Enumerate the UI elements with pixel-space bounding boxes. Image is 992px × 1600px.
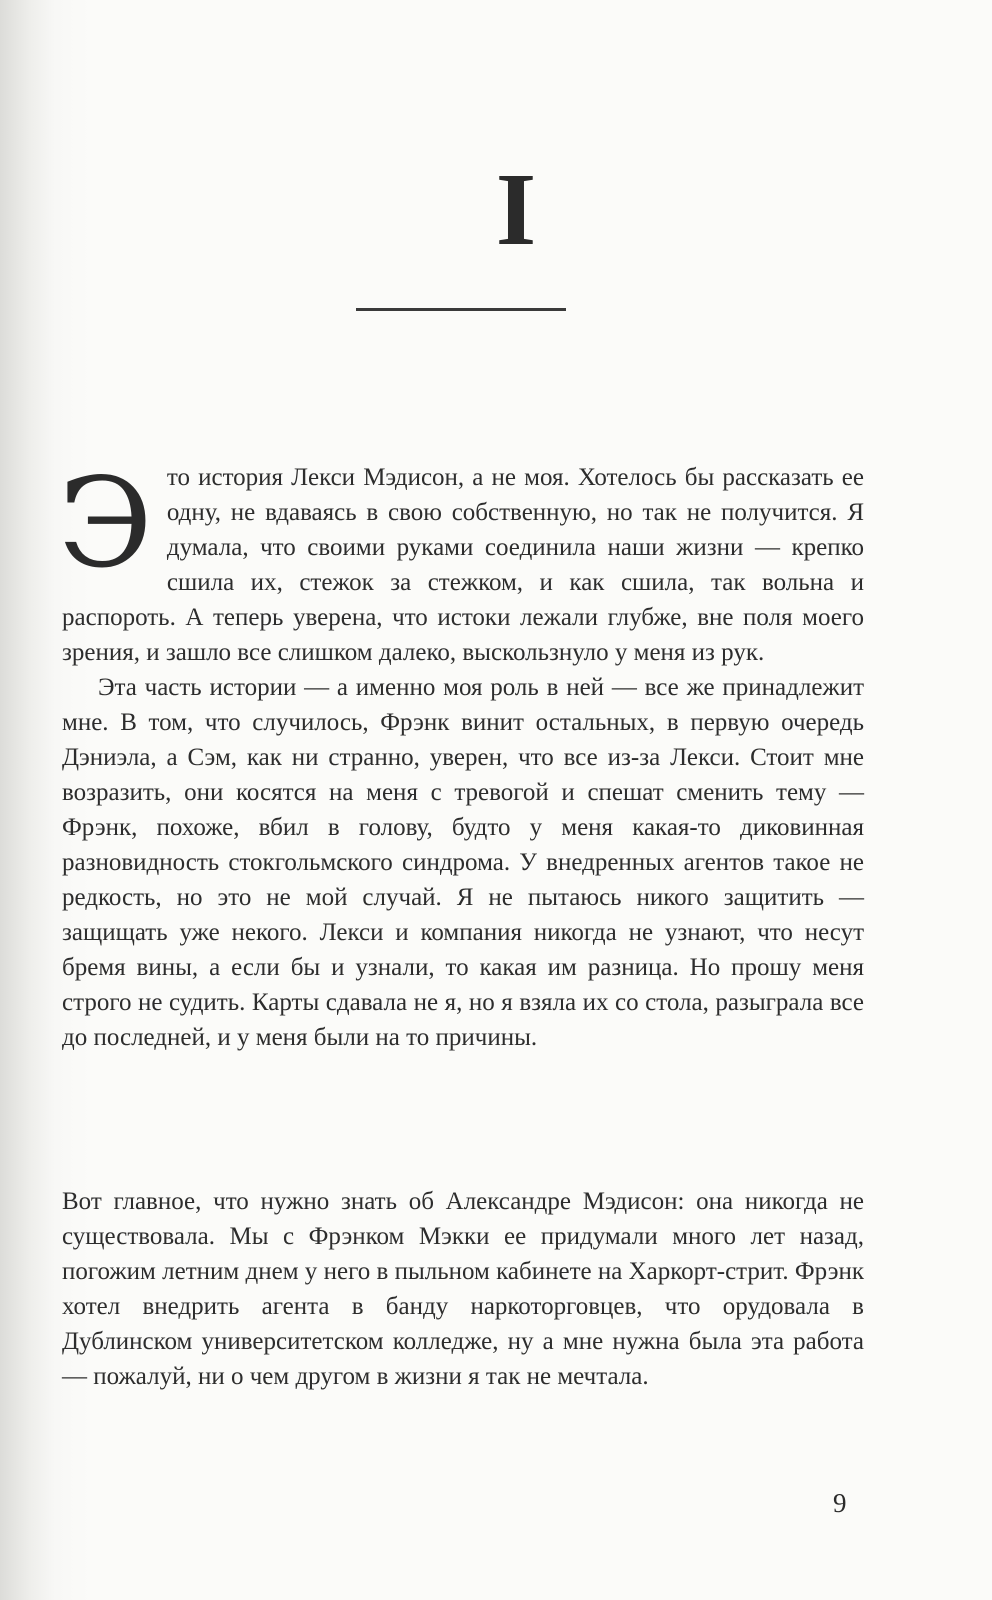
paragraph-1 <box>58 452 864 670</box>
section-text <box>62 1184 864 1394</box>
chapter-numeral: I <box>495 152 537 267</box>
paragraph-1-text: то история Лекси Мэдисон, а не моя. Хотелось бы рассказать ее одну, не вдаваясь в свою собственную, но так не получится. Я думала, что своими руками соединила наши жизни — крепко сшила их, стежок за стежком, и как сшила, так вольна и распороть. А теперь уверена, что истоки лежали глубже, вне поля моего зрения, и зашло все слишком далеко, выскользнуло у меня из рук. <box>62 464 864 666</box>
chapter-divider <box>356 308 566 311</box>
opening-text <box>58 452 864 1055</box>
paragraph-2: Эта часть истории — а именно моя роль в ней — все же принадлежит мне. В том, что случилось, Фрэнк винит остальных, в первую очередь Дэниэла, а Сэм, как ни странно, уверен, что все из-за Лекси. Стоит мне возразить, они косятся на меня с тревогой и спешат сменить тему — Фрэнк, похоже, вбил в голову, будто у меня какая-то диковинная разновидность стокгольмского синдрома. У внедренных агентов такое не редкость, но это не мой случай. Я не пытаюсь никого защитить — защищать уже некого. Лекси и компания никогда не узнают, что несут бремя вины, а если бы и узнали, то какая им разница. Но прошу меня строго не судить. Карты сдавала не я, но я взяла их со стола, разыграла все до последней, и у меня были на то причины. <box>62 674 864 1051</box>
page-number: 9 <box>833 1488 847 1518</box>
paragraph-3: Вот главное, что нужно знать об Александре Мэдисон: она никогда не существовала. Мы с Фрэнком Мэкки ее придумали много лет назад, погожим летним днем у него в пыльном кабинете на Харкорт-стрит. Фрэнк хотел внедрить агента в банду наркоторговцев, что орудовала в Дублинском университетском колледже, ну а мне нужна была эта работа — пожалуй, ни о чем другом в жизни я так не мечтала. <box>62 1188 864 1390</box>
drop-cap-letter: Э <box>58 452 153 596</box>
